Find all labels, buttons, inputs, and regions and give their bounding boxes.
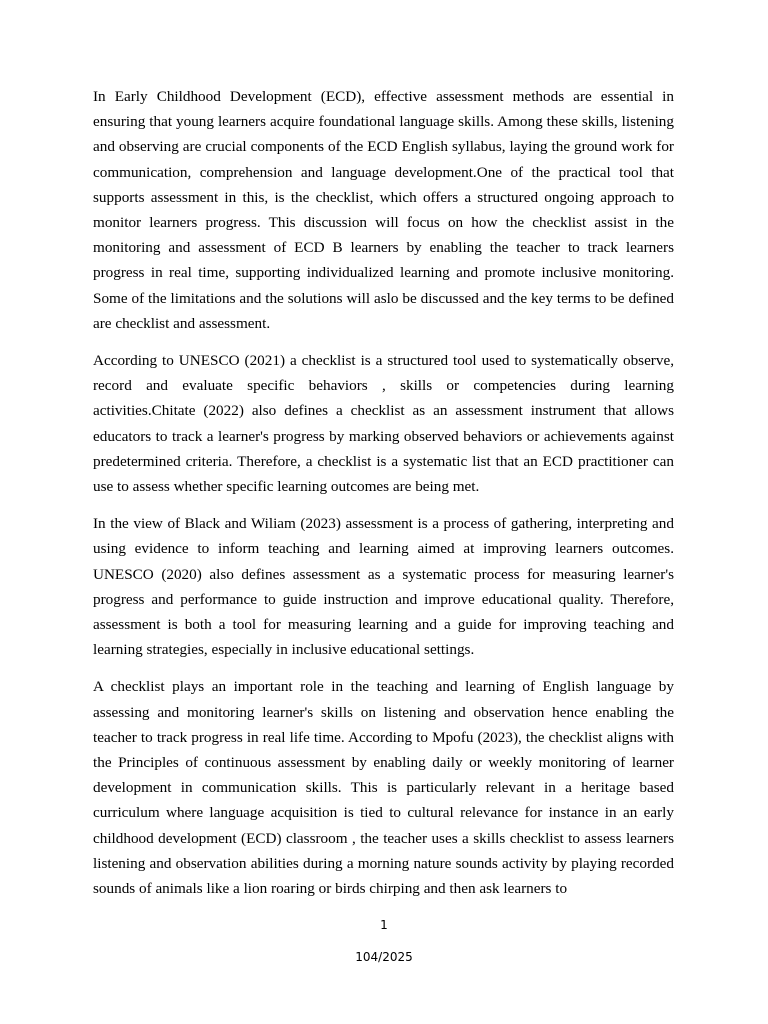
paragraph-checklist-definition: According to UNESCO (2021) a checklist is a structured tool used to systematically observe, record and evaluate specific behaviors , skills or competencies during learning activities.Chitate (2022) also defines a checklist as an assessment instrument that allows educators to track a learner's progress by marking observed behaviors or achievements against predetermined criteria. Therefore, a checklist is a systematic list that an ECD practitioner can use to assess whether specific learning outcomes are being met. [93,352,674,496]
paragraph-assessment-definition: In the view of Black and Wiliam (2023) assessment is a process of gathering, interpreting and using evidence to inform teaching and learning aimed at improving learners outcomes. UNESCO (2020) also defines assessment as a systematic process for measuring learner's progress and performance to guide instruction and improve educational quality. Therefore, assessment is both a tool for measuring learning and a guide for improving teaching and learning strategies, especially in inclusive educational settings. [93,515,674,659]
footer-code: 104/2025 [355,950,413,964]
paragraph-checklist-role: A checklist plays an important role in the teaching and learning of English language by assessing and monitoring learner's skills on listening and observation hence enabling the teacher to track progress in real life time. According to Mpofu (2023), the checklist aligns with the Principles of continuous assessment by enabling daily or weekly monitoring of learner development in communication skills. This is particularly relevant in a heritage based curriculum where language acquisition is tied to cultural relevance for instance in an early childhood development (ECD) classroom , the teacher uses a skills checklist to assess learners listening and observation abilities during a morning nature sounds activity by playing recorded sounds of animals like a lion roaring or birds chirping and then ask learners to [93,678,674,898]
page-number: 1 [380,918,388,932]
paragraph-introduction: In Early Childhood Development (ECD), effective assessment methods are essential in ensuring that young learners acquire foundational language skills. Among these skills, listening and observing are crucial components of the ECD English syllabus, laying the ground work for communication, comprehension and language development.One of the practical tool that supports assessment in this, is the checklist, which offers a structured ongoing approach to monitor learners progress. This discussion will focus on how the checklist assist in the monitoring and assessment of ECD B learners by enabling the teacher to track learners progress in real time, supporting individualized learning and promote inclusive monitoring. Some of the limitations and the solutions will aslo be discussed and the key terms to be defined are checklist and assessment. [93,88,674,332]
document-body [93,84,674,913]
